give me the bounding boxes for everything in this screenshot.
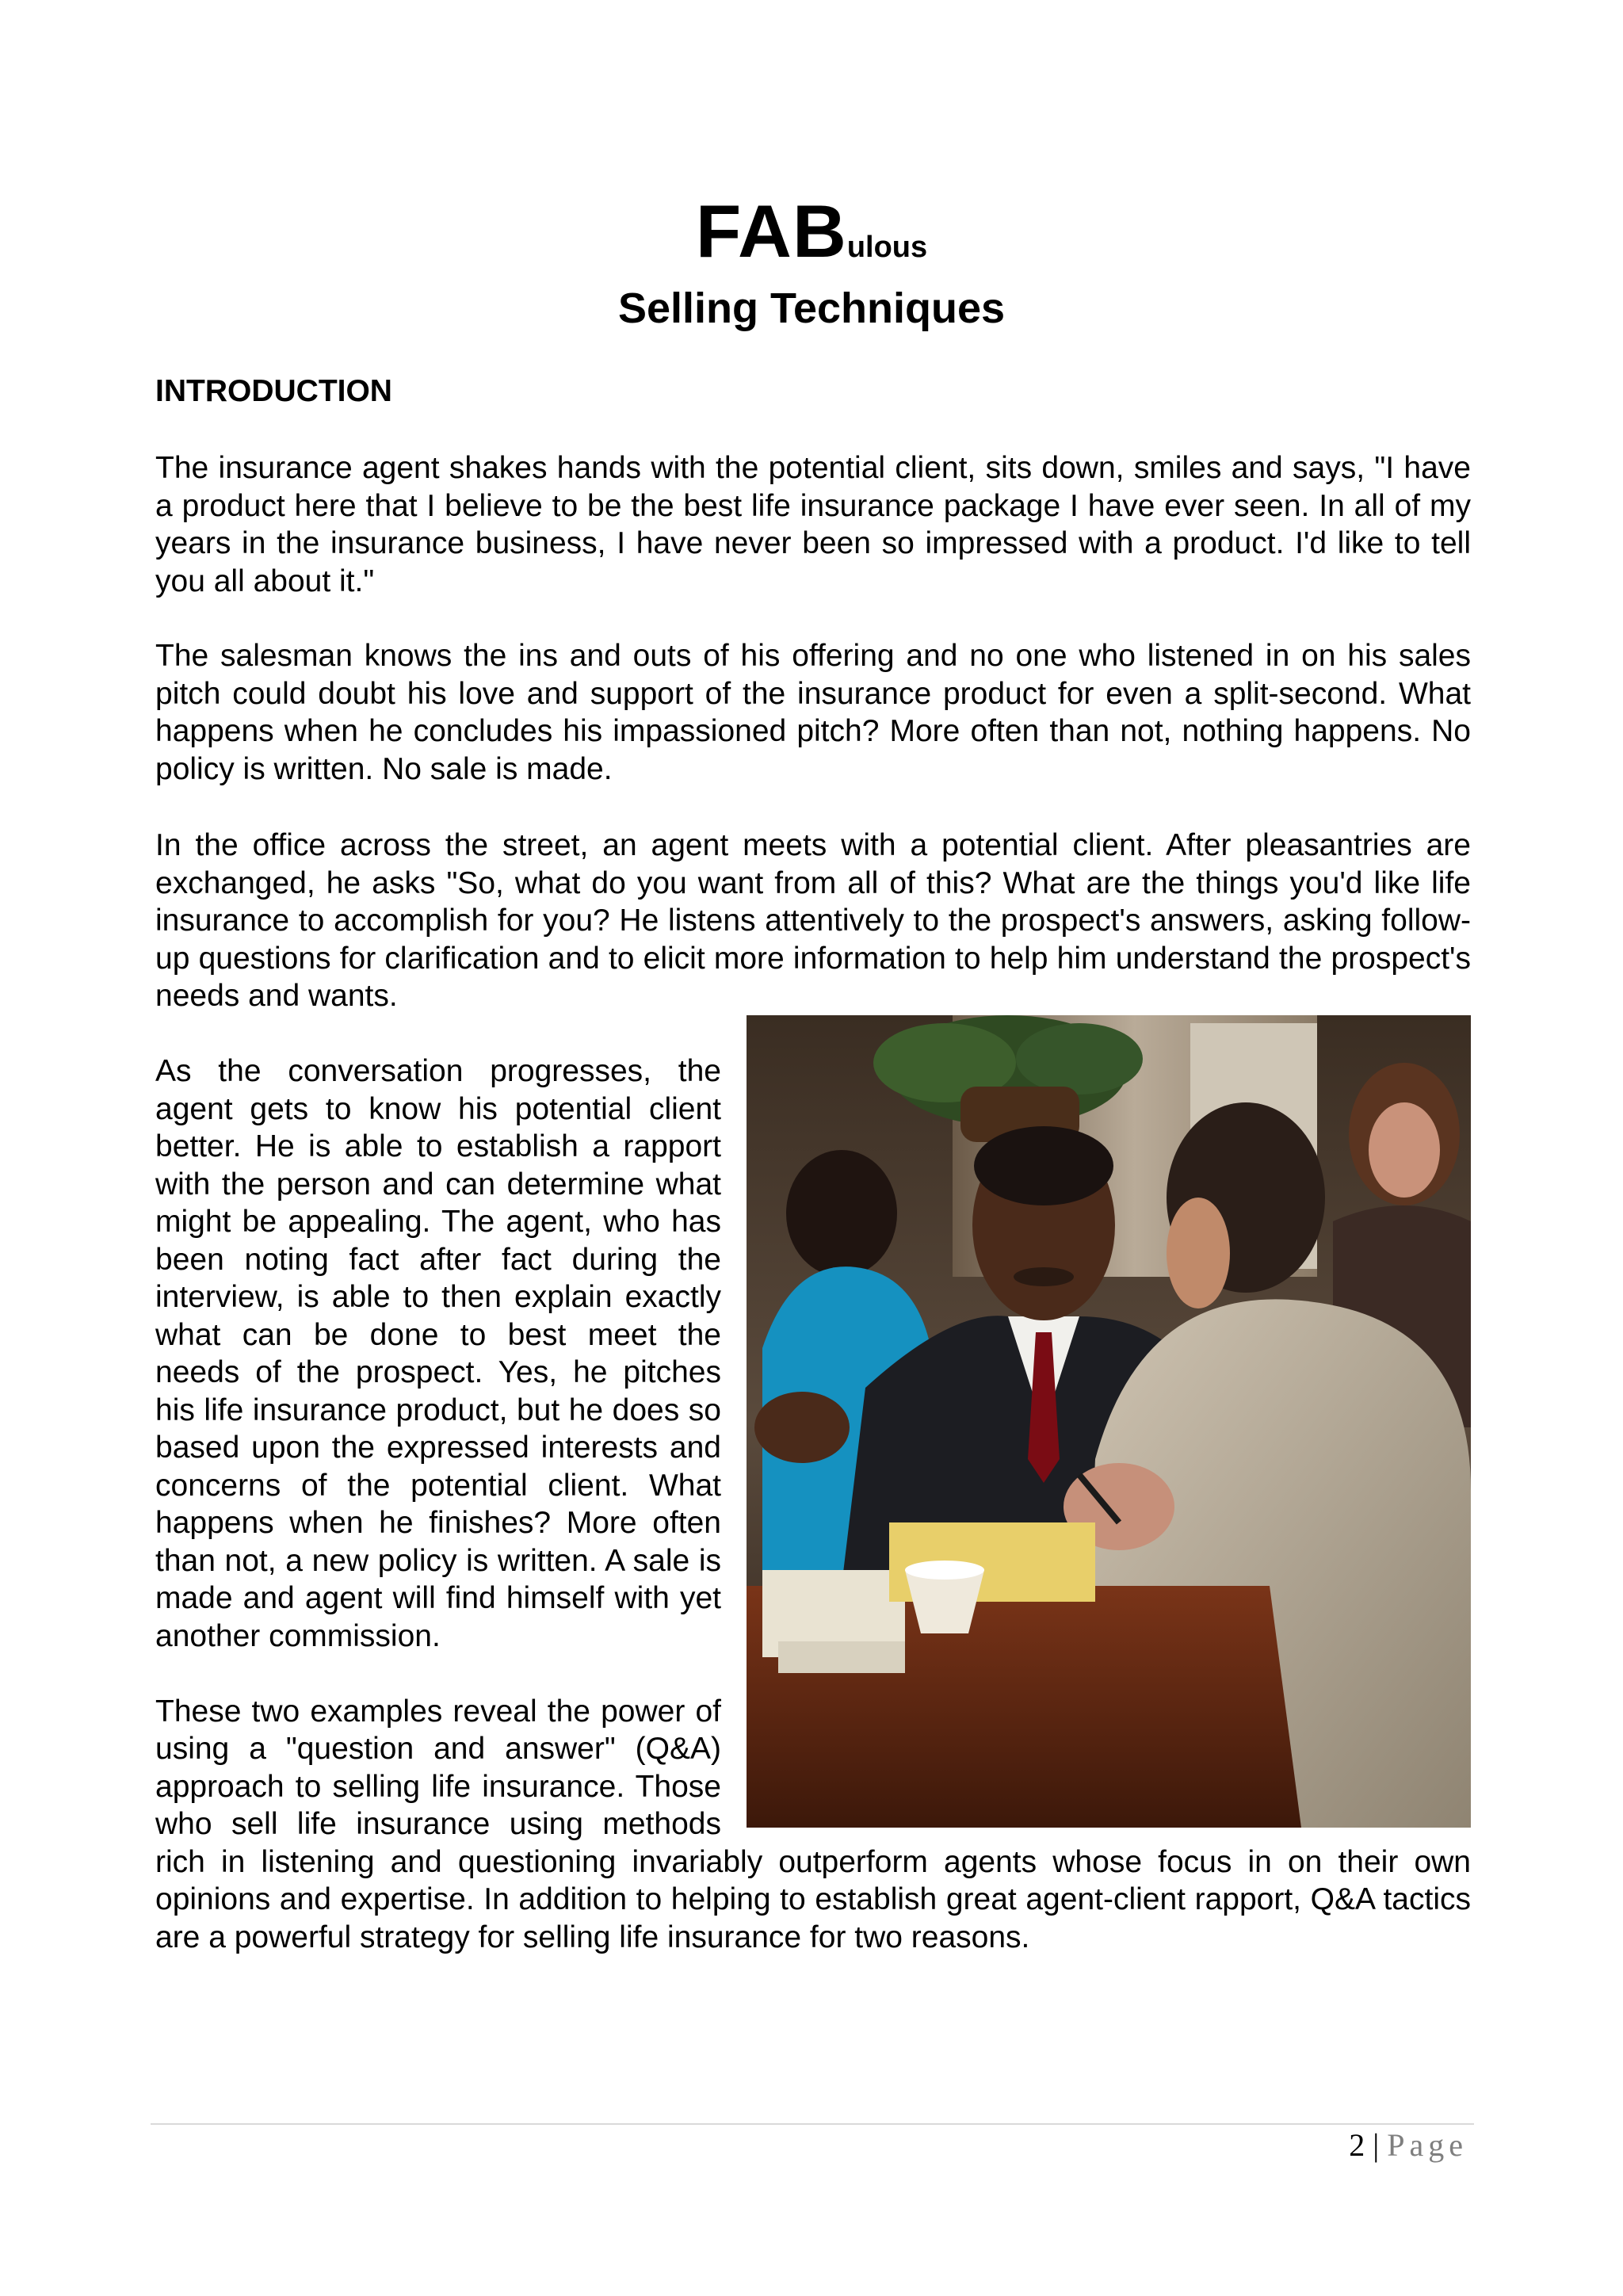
paragraph-2: The salesman knows the ins and outs of his offering and no one who listened in on his sales pitch could doubt his love and support of the insurance product for even a split-second. What happens when he concludes his impassioned pitch? More often than not, nothing happens. No policy is written. No sale is made. [155,639,1471,786]
page-number-footer [1349,2126,1468,2164]
photo-float-slot [747,1015,1471,1828]
title-suffix: ulous [846,231,928,264]
page-separator: | [1365,2127,1388,2163]
section-heading: INTRODUCTION [155,374,392,408]
title-main: FAB [695,189,847,273]
business-meeting-photo [747,1015,1471,1828]
document-title [0,189,1623,273]
footer-divider [151,2123,1474,2125]
wrapped-text-block [155,827,1471,1956]
paragraph-3-flow: In the office across the street, an agent meets with a potential client. After pleasantries are exchanged, he asks "So, what do you want from all of this? What are the things you'd like life insurance to accomplish for you? He listens attentively to the prospect's answers, asking follow-up questions for clarification and to elicit more information to help him understand the prospect's needs and wants. [155,828,1471,1013]
paragraph-1: The insurance agent shakes hands with the potential client, sits down, smiles and says, "I have a product here that I believe to be the best life insurance package I have ever seen. In all of my years in the insurance business, I have never been so impressed with a product. I'd like to tell you all about it." [155,451,1471,598]
page-number: 2 [1349,2127,1365,2163]
document-subtitle: Selling Techniques [617,285,1006,332]
paragraph-4-flow: As the conversation progresses, the agent gets to know his potential client better. He is able to establish a rapport with the person and can determine what might be appealing. The agent, who has been noting fact after fact during the interview, is able to then explain exactly what can be done to best meet the needs of the prospect. Yes, he pitches his life insurance product, but he does so based upon the expressed interests and concerns of the potential client. What happens when he finishes? More often than not, a new policy is written. A sale is made and agent will find himself with yet another commission. [155,1054,721,1653]
paragraph-5-flow: These two examples reveal the power of using a "question and answer" (Q&A) approach to selling life insurance. Those who sell life insurance using methods rich in listening and questioning invariably outperform agents whose focus in on their own opinions and expertise. In addition to helping to establish great agent-client rapport, Q&A tactics are a powerful strategy for selling life insurance for two reasons. [155,1694,1471,1954]
page-label: Page [1387,2127,1468,2163]
